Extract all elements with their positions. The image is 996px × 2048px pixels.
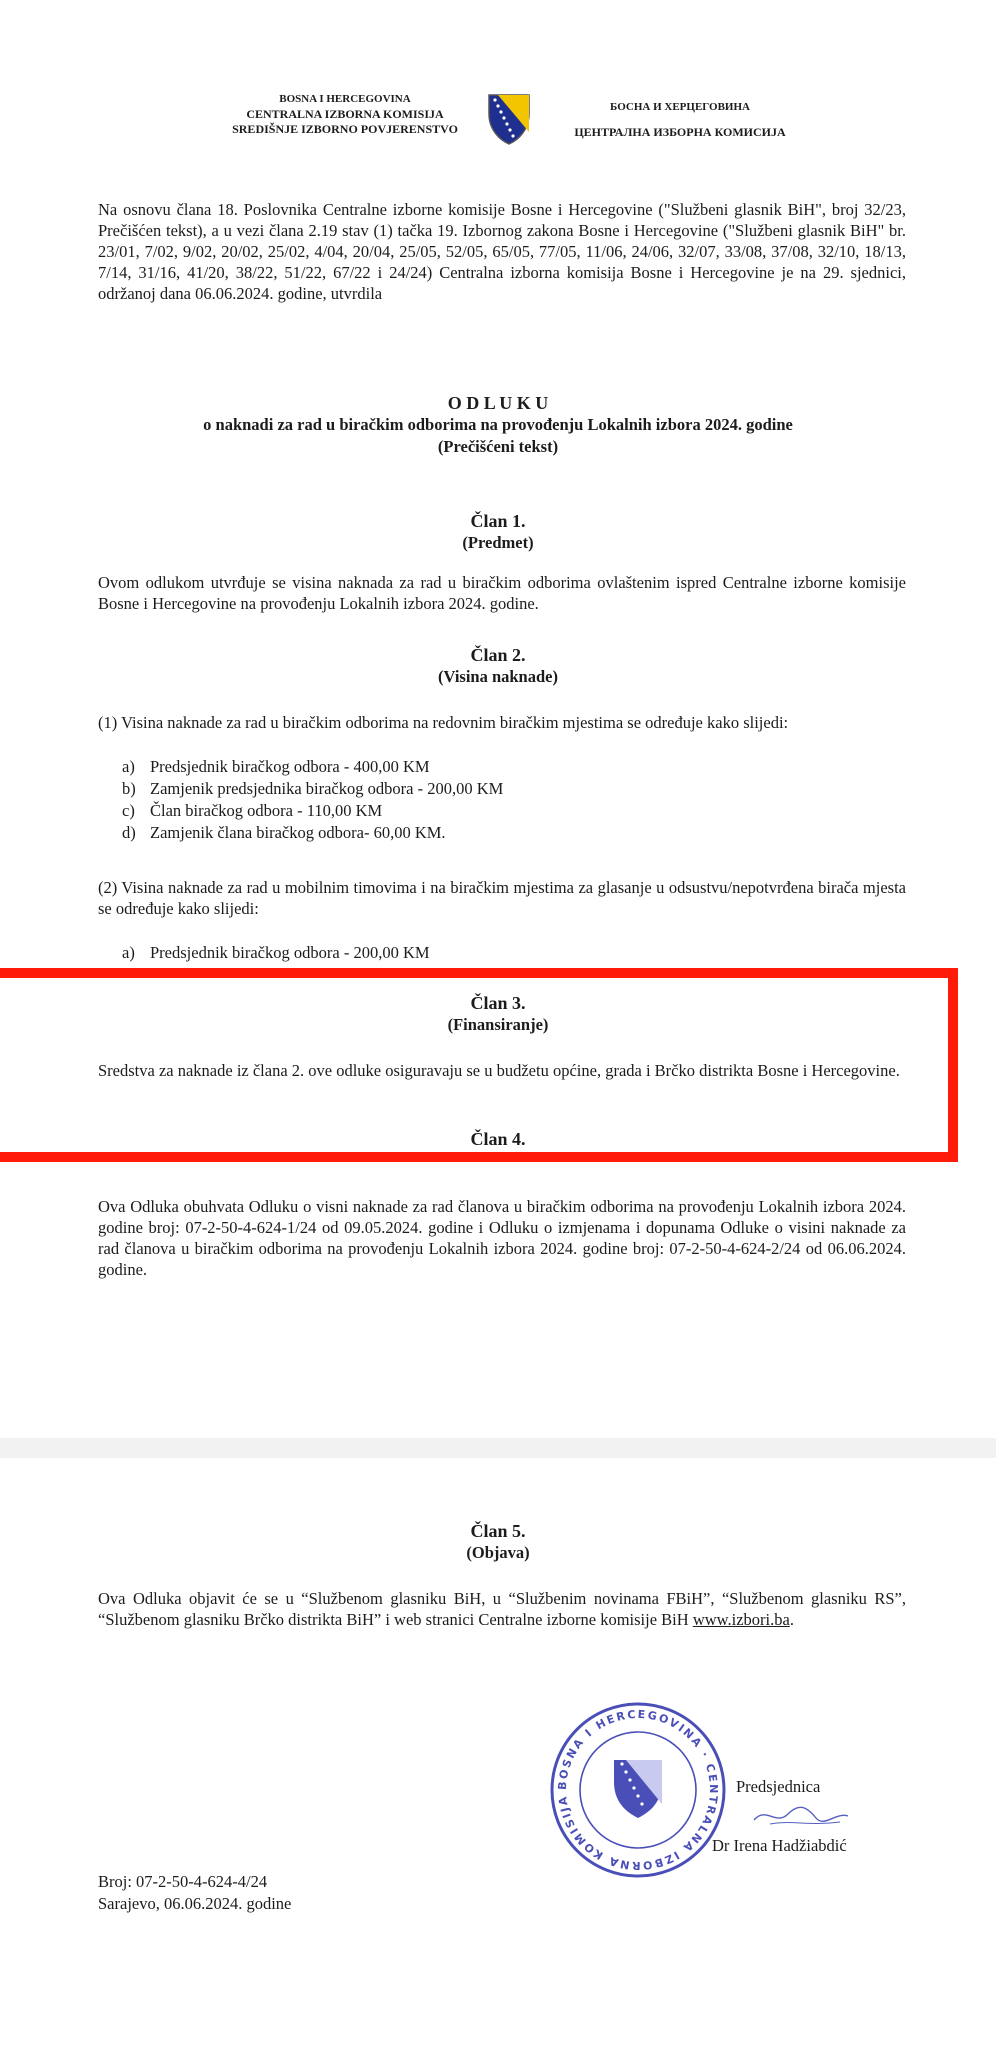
signature-name: Dr Irena Hadžiabdić xyxy=(712,1836,847,1855)
list-item: d) Zamjenik člana biračkog odbora- 60,00 KM. xyxy=(122,823,446,842)
article-3-number: Član 3. xyxy=(470,993,526,1013)
list-item: a) Predsjednik biračkog odbora - 200,00 KM xyxy=(122,943,430,962)
article-5-text xyxy=(98,1588,906,1630)
list-item: a) Predsjednik biračkog odbora - 400,00 KM xyxy=(122,757,430,776)
article-2-para-1: (1) Visina naknade za rad u biračkim odborima na redovnim biračkim mjestima se određuje kako slijedi: xyxy=(98,713,789,732)
header-right-line: ЦЕНТРАЛНА ИЗБОРНА КОМИСИЈА xyxy=(574,125,786,139)
title-line3: (Prečišćeni tekst) xyxy=(437,437,559,456)
article-2-heading xyxy=(0,644,996,688)
article-5-text-end: . xyxy=(789,1610,794,1629)
article-2-subtitle: (Visina naknade) xyxy=(438,667,558,686)
decision-title xyxy=(0,392,996,458)
page-separator xyxy=(0,1438,996,1458)
header-left-line: CENTRALNA IZBORNA KOMISIJA xyxy=(246,107,444,121)
header-left-line: BOSNA I HERCEGOVINA xyxy=(279,93,411,105)
coat-of-arms-icon xyxy=(486,92,532,146)
article-1-heading xyxy=(0,510,996,554)
article-5-number: Član 5. xyxy=(470,1521,526,1541)
article-1-text: Ovom odlukom utvrđuje se visina naknada za rad u biračkim odborima ovlaštenim ispred Centralne izborne komisije Bosne i Hercegovine na provođenju Lokalnih izbora 2024. godine. xyxy=(98,573,906,613)
signature-role: Predsjednica xyxy=(736,1777,821,1796)
header-right xyxy=(550,100,810,140)
article-5-text-body: Ova Odluka objavit će se u “Službenom glasniku BiH, u “Službenim novinama FBiH”, “Službenom glasniku RS”, “Službenom glasniku Brčko distrikta BiH” i web stranici Centralne izborne komisije BiH xyxy=(98,1589,906,1629)
article-5-subtitle: (Objava) xyxy=(466,1543,530,1562)
stamp-ring-text: BOSNA I HERCEGOVINA · CENTRALNA IZBORNA KOMISIJA xyxy=(555,1707,721,1873)
title-line2: o naknadi za rad u biračkim odborima na provođenju Lokalnih izbora 2024. godine xyxy=(203,415,793,434)
izbori-website-link[interactable]: www.izbori.ba xyxy=(692,1610,790,1629)
place-date: Sarajevo, 06.06.2024. godine xyxy=(98,1894,292,1913)
list-item: b) Zamjenik predsjednika biračkog odbora - 200,00 KM xyxy=(122,779,504,798)
document-number: Broj: 07-2-50-4-624-4/24 xyxy=(98,1872,268,1891)
title-main: O D L U K U xyxy=(447,393,549,413)
article-2-para-2: (2) Visina naknade za rad u mobilnim timovima i na biračkim mjestima za glasanje u odsustvu/nepotvrđena birača mjesta se određuje kako slijedi: xyxy=(98,878,906,918)
red-highlight-box xyxy=(0,968,958,1162)
article-3-subtitle: (Finansiranje) xyxy=(447,1015,549,1034)
article-5-heading xyxy=(0,1520,996,1564)
header-right-line: БОСНА И ХЕРЦЕГОВИНА xyxy=(610,101,750,113)
article-3-text: Sredstva za naknade iz člana 2. ove odluke osiguravaju se u budžetu općine, grada i Brčko distrikta Bosne i Hercegovine. xyxy=(98,1061,900,1080)
handwritten-signature xyxy=(750,1800,860,1830)
official-stamp xyxy=(548,1700,728,1880)
header-left xyxy=(200,92,490,137)
header-left-line: SREDIŠNJE IZBORNO POVJERENSTVO xyxy=(232,122,458,136)
intro-paragraph: Na osnovu člana 18. Poslovnika Centralne izborne komisije Bosne i Hercegovine ("Službeni glasnik BiH", broj 32/23, Prečišćen tekst), a u vezi člana 2.19 stav (1) tačka 19. Izbornog zakona Bosne i Hercegovine ("Službeni glasnik BiH" br. 23/01, 7/02, 9/02, 20/02, 25/02, 4/04, 20/04, 25/05, 52/05, 65/05, 77/05, 11/06, 24/06, 32/07, 33/08, 37/08, 32/10, 18/13, 7/14, 31/16, 41/20, 38/22, 51/22, 67/22 i 24/24) Centralna izborna komisija Bosne i Hercegovine je na 29. sjednici, održanoj dana 06.06.2024. godine, utvrdila xyxy=(98,200,906,303)
article-4-text: Ova Odluka obuhvata Odluku o visni naknade za rad članova u biračkim odborima na provođenju Lokalnih izbora 2024. godine broj: 07-2-50-4-624-1/24 od 09.05.2024. godine i Odluku o izmjenama i dopunama Odluke o visini naknade za rad članova u biračkim odborima na provođenju Lokalnih izbora 2024. godine broj: 07-2-50-4-624-2/24 od 06.06.2024. godine. xyxy=(98,1197,906,1279)
article-1-number: Član 1. xyxy=(470,511,526,531)
list-item: c) Član biračkog odbora - 110,00 KM xyxy=(122,801,383,820)
article-1-subtitle: (Predmet) xyxy=(462,533,534,552)
article-2-number: Član 2. xyxy=(470,645,526,665)
article-4-number: Član 4. xyxy=(470,1129,526,1149)
